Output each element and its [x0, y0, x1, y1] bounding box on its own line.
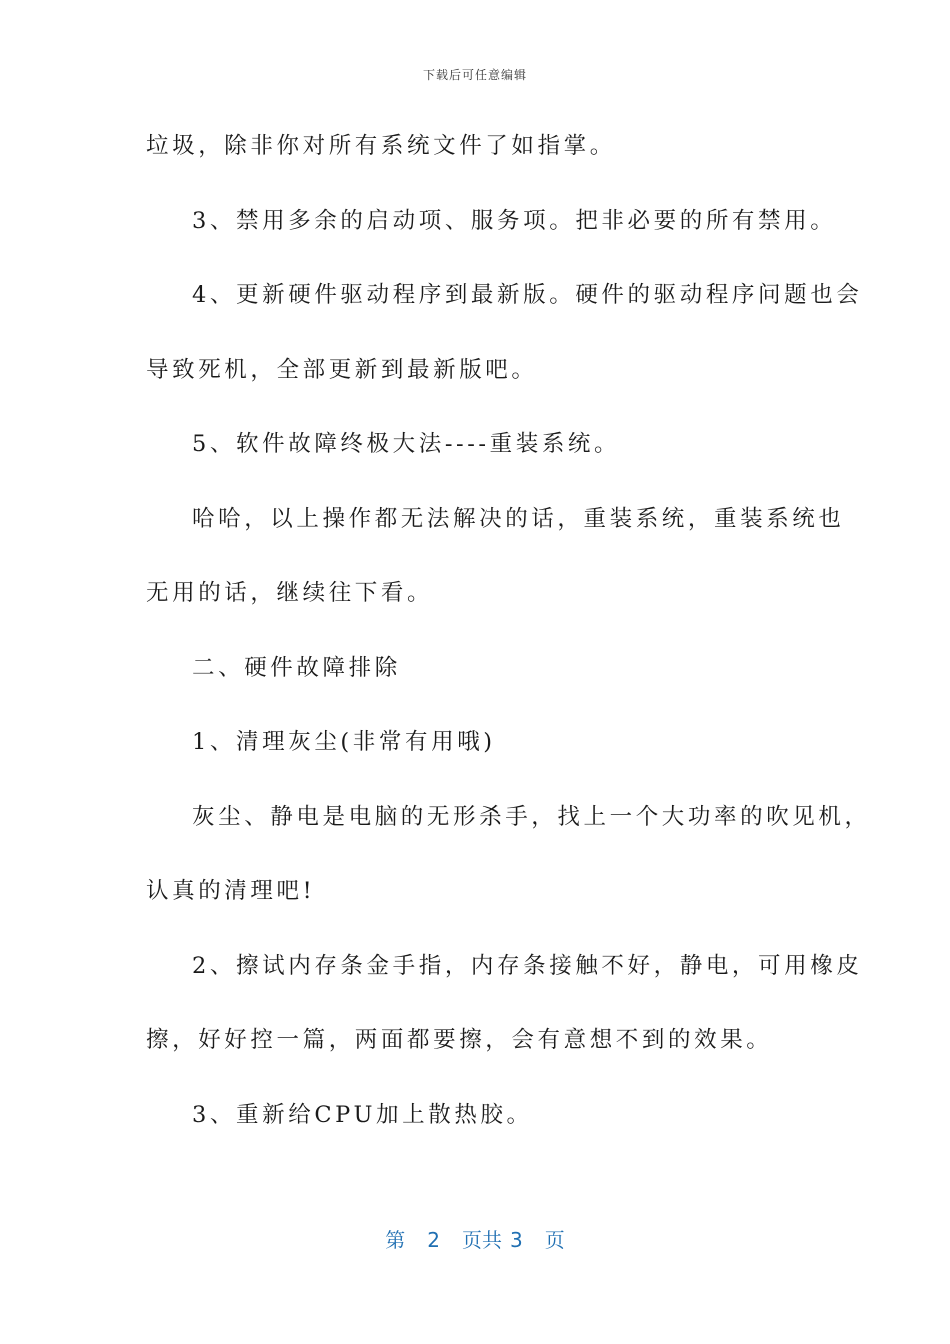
- footer-total-pages: 3: [510, 1228, 523, 1252]
- paragraph-line: 3、禁用多余的启动项、服务项。把非必要的所有禁用。: [192, 207, 837, 234]
- footer-prefix: 第: [385, 1228, 406, 1252]
- paragraph-line: 2、擦试内存条金手指，内存条接触不好，静电，可用橡皮: [192, 952, 863, 979]
- paragraph-line: 哈哈，以上操作都无法解决的话，重装系统，重装系统也: [192, 505, 845, 532]
- paragraph-line: 1、清理灰尘(非常有用哦): [192, 729, 496, 755]
- section-heading: 二、硬件故障排除: [192, 654, 401, 681]
- footer-middle: 页共: [462, 1228, 502, 1252]
- paragraph-line: 导致死机，全部更新到最新版吧。: [146, 356, 538, 383]
- document-body: [146, 128, 871, 1171]
- paragraph-line: 认真的清理吧!: [146, 878, 316, 904]
- paragraph-line: 垃圾，除非你对所有系统文件了如指掌。: [146, 133, 616, 159]
- footer-suffix: 页: [544, 1228, 565, 1252]
- page-footer: [0, 1224, 950, 1253]
- paragraph-line: 擦，好好控一篇，两面都要擦，会有意想不到的效果。: [146, 1027, 773, 1053]
- paragraph-line: 无用的话，继续往下看。: [146, 580, 434, 606]
- paragraph-line: 4、更新硬件驱动程序到最新版。硬件的驱动程序问题也会: [192, 282, 863, 308]
- paragraph-line: 灰尘、静电是电脑的无形杀手，找上一个大功率的吹见机，: [192, 803, 871, 830]
- page-header: 下载后可任意编辑: [422, 68, 527, 82]
- paragraph-line: 3、重新给CPU加上散热胶。: [192, 1101, 533, 1128]
- paragraph-line: 5、软件故障终极大法----重装系统。: [192, 431, 621, 457]
- footer-current-page: 2: [427, 1228, 440, 1252]
